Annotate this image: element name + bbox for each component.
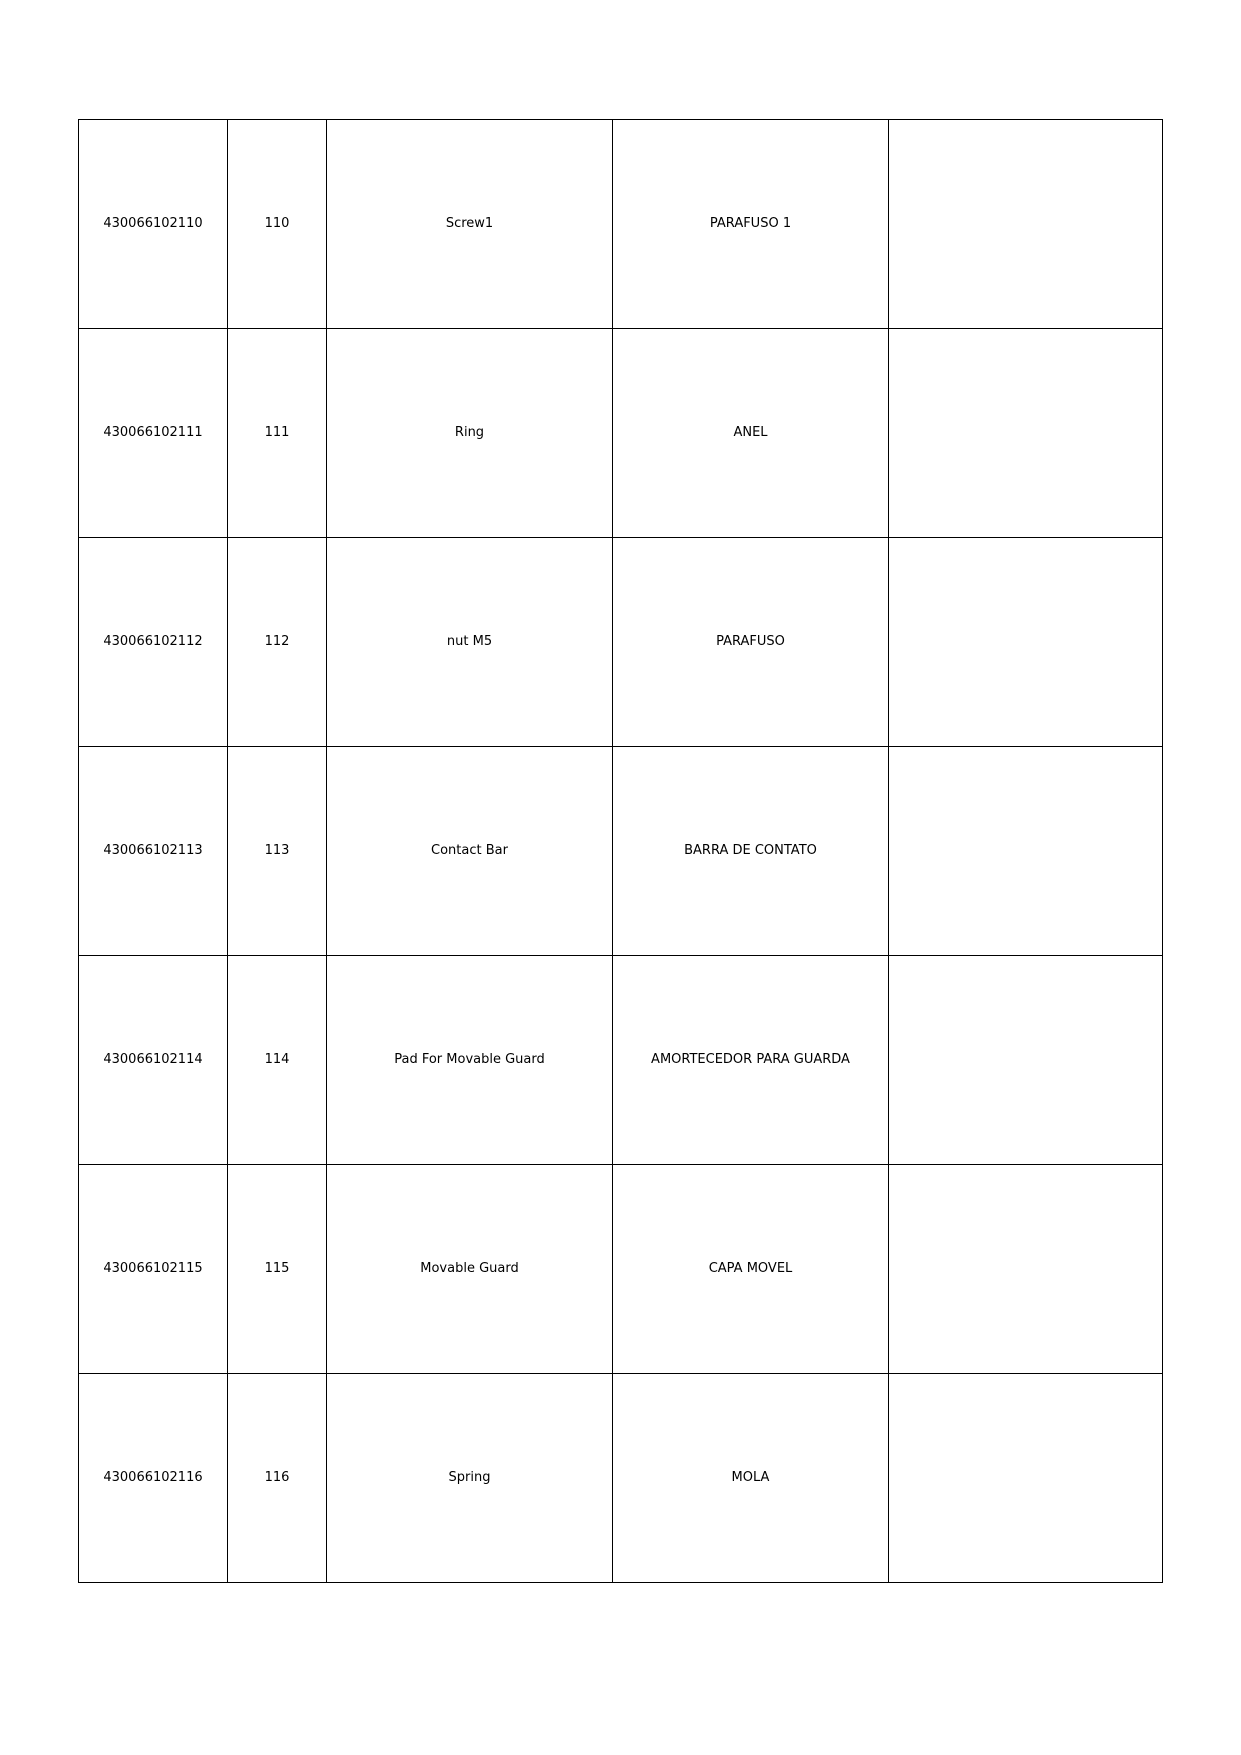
part-code-cell: 430066102115 (79, 1165, 228, 1374)
notes-cell (889, 120, 1163, 329)
description-en-cell: Ring (327, 329, 613, 538)
part-code-cell: 430066102112 (79, 538, 228, 747)
notes-cell (889, 747, 1163, 956)
notes-cell (889, 1165, 1163, 1374)
description-en-cell: Spring (327, 1374, 613, 1583)
part-code-cell: 430066102113 (79, 747, 228, 956)
table-row (79, 1374, 1163, 1583)
position-cell: 110 (228, 120, 327, 329)
table-row (79, 329, 1163, 538)
part-code-cell: 430066102111 (79, 329, 228, 538)
position-cell: 114 (228, 956, 327, 1165)
position-cell: 116 (228, 1374, 327, 1583)
table-row (79, 538, 1163, 747)
description-en-cell: Screw1 (327, 120, 613, 329)
description-pt-cell: PARAFUSO (613, 538, 889, 747)
table-row (79, 120, 1163, 329)
description-pt-cell: CAPA MOVEL (613, 1165, 889, 1374)
description-en-cell: Contact Bar (327, 747, 613, 956)
position-cell: 113 (228, 747, 327, 956)
position-cell: 112 (228, 538, 327, 747)
description-en-cell: Movable Guard (327, 1165, 613, 1374)
part-code-cell: 430066102116 (79, 1374, 228, 1583)
part-code-cell: 430066102110 (79, 120, 228, 329)
description-en-cell: Pad For Movable Guard (327, 956, 613, 1165)
parts-table (78, 119, 1163, 1583)
description-en-cell: nut M5 (327, 538, 613, 747)
table-row (79, 747, 1163, 956)
notes-cell (889, 956, 1163, 1165)
position-cell: 115 (228, 1165, 327, 1374)
description-pt-cell: PARAFUSO 1 (613, 120, 889, 329)
description-pt-cell: AMORTECEDOR PARA GUARDA (613, 956, 889, 1165)
notes-cell (889, 538, 1163, 747)
description-pt-cell: BARRA DE CONTATO (613, 747, 889, 956)
notes-cell (889, 329, 1163, 538)
table-row (79, 1165, 1163, 1374)
part-code-cell: 430066102114 (79, 956, 228, 1165)
notes-cell (889, 1374, 1163, 1583)
position-cell: 111 (228, 329, 327, 538)
description-pt-cell: MOLA (613, 1374, 889, 1583)
table-row (79, 956, 1163, 1165)
description-pt-cell: ANEL (613, 329, 889, 538)
